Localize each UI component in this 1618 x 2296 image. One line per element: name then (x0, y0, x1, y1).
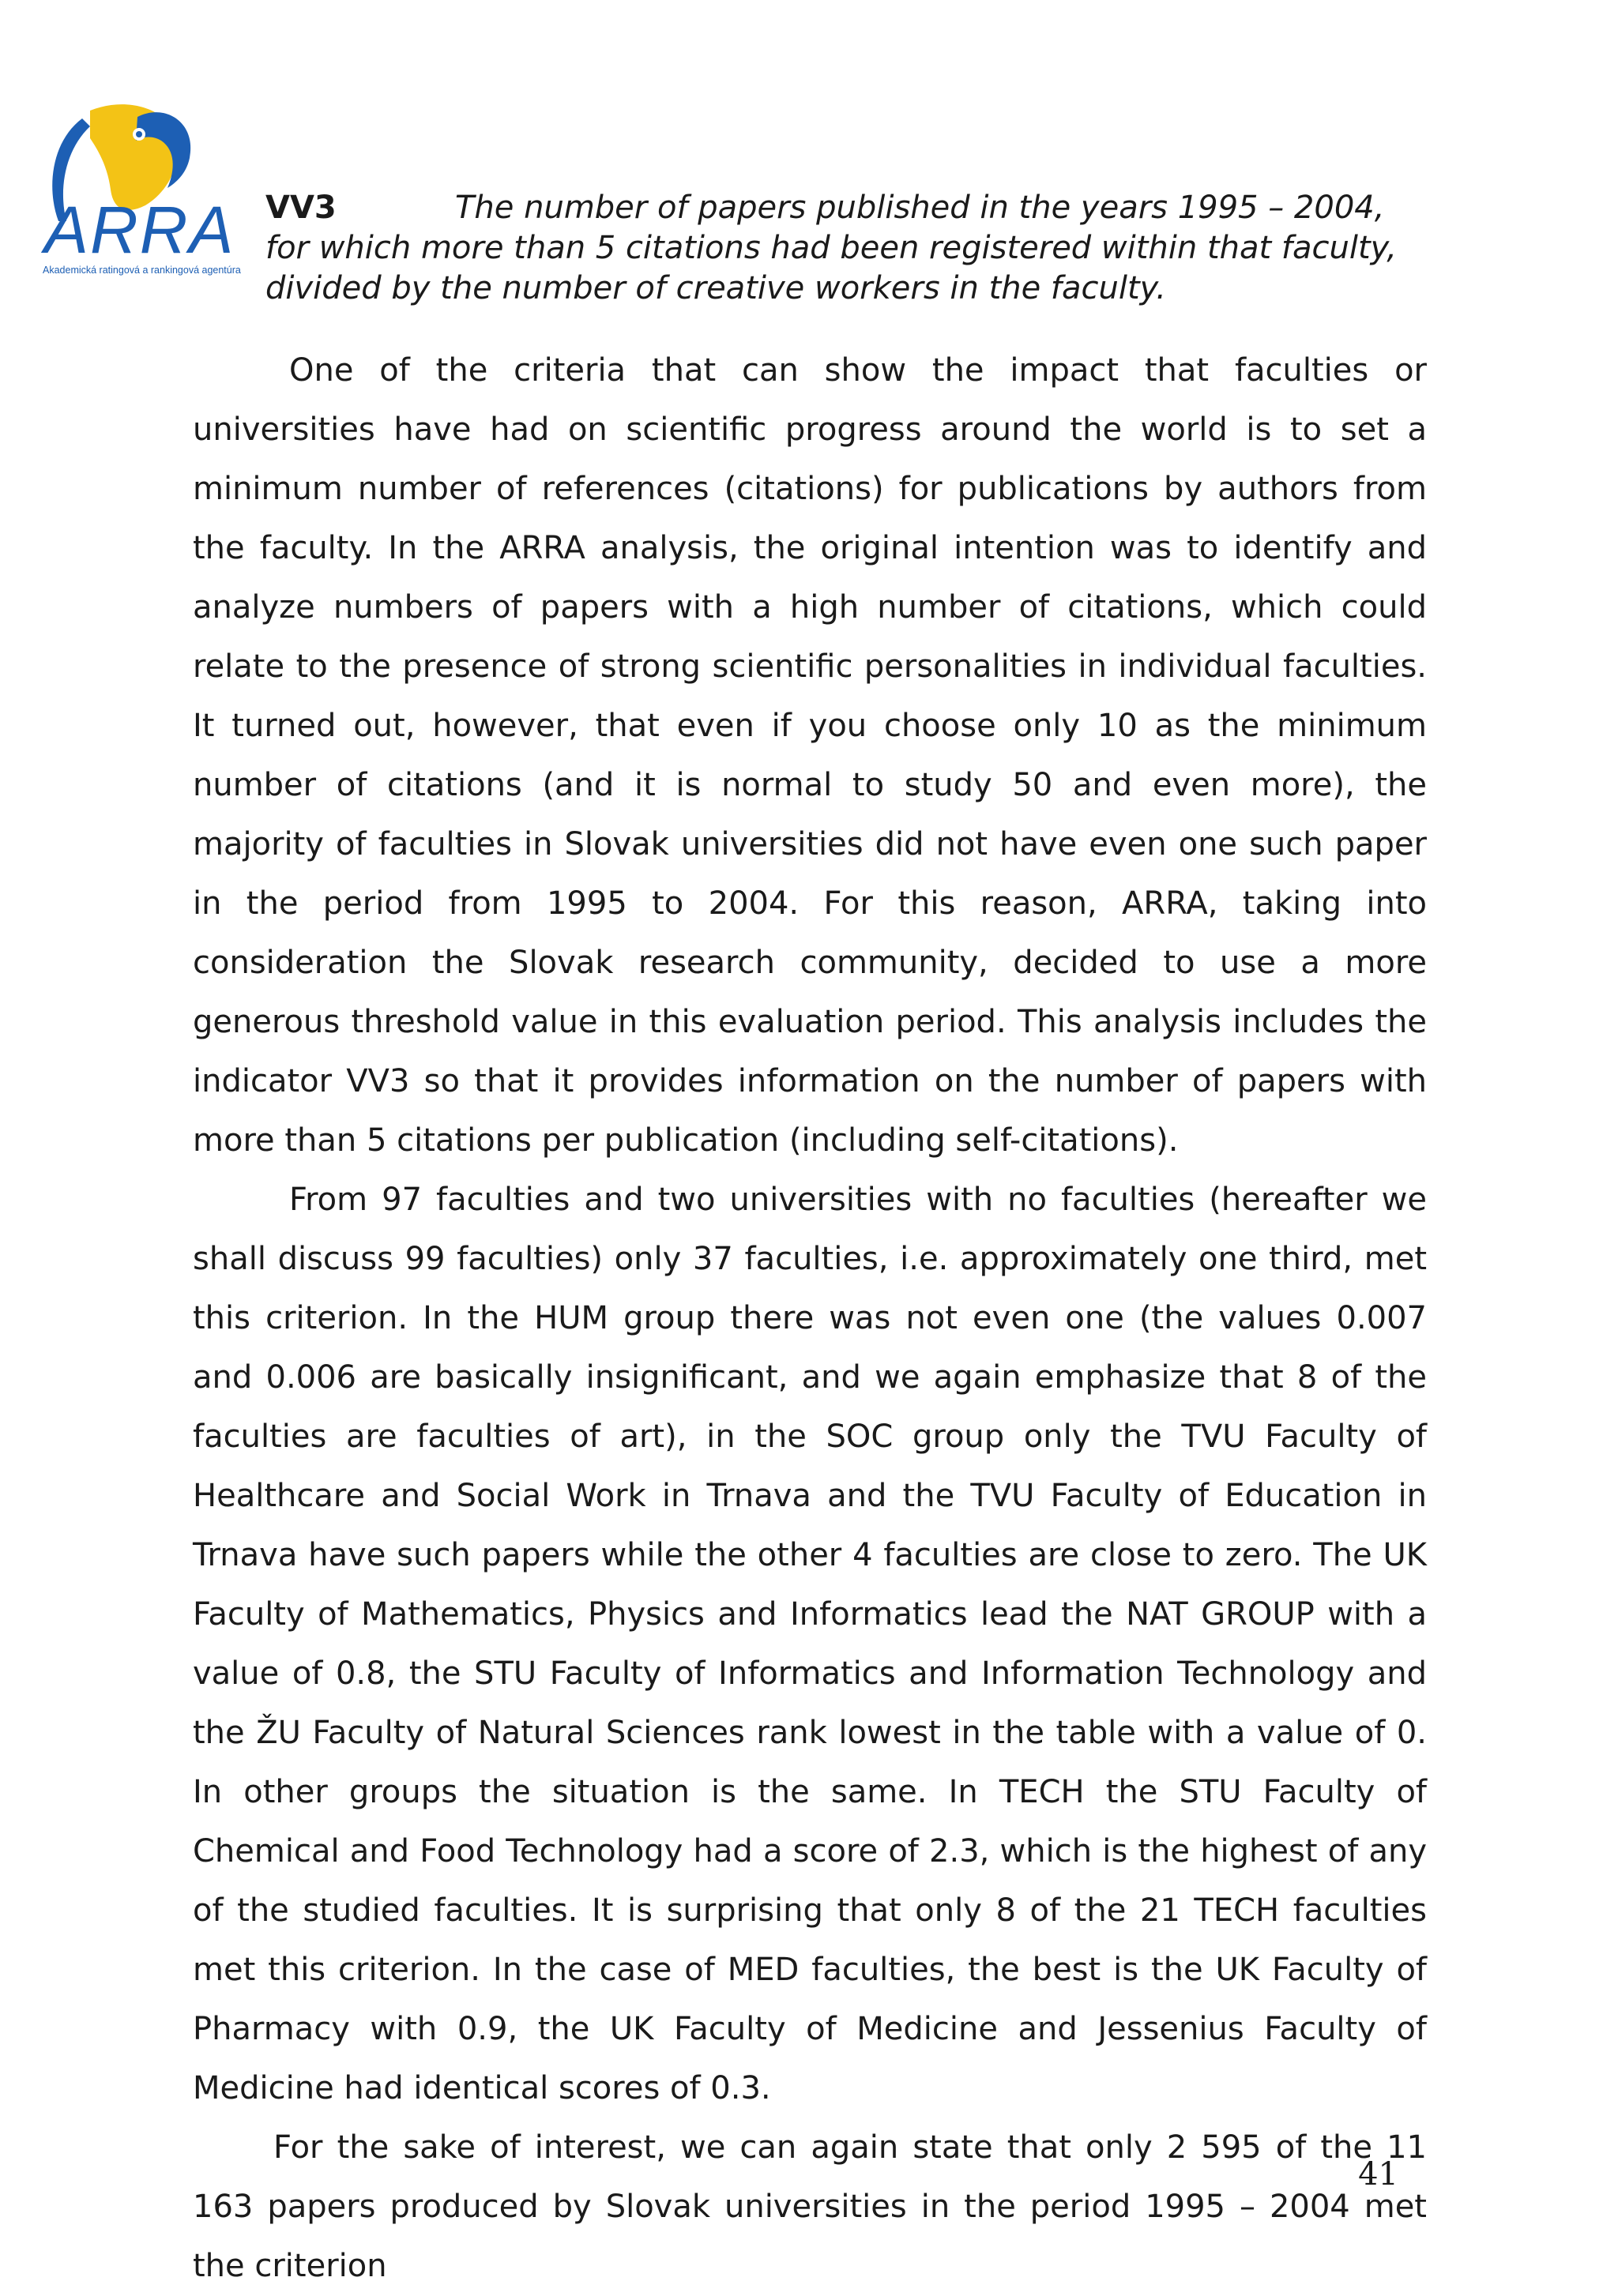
svg-text:Akademická ratingová a ranking: Akademická ratingová a rankingová agentúra (43, 265, 241, 276)
paragraph: One of the criteria that can show the impact that faculties or universities have had on scientific progress around the world is to set a minimum number of references (citations) for publications by authors from the faculty. In the ARRA analysis, the original intention was to identify and analyze numbers of papers with a high number of citations, which could relate to the presence of strong scientific personalities in individual faculties. It turned out, however, that even if you choose only 10 as the minimum number of citations (and it is normal to study 50 and even more), the majority of faculties in Slovak universities did not have even one such paper in the period from 1995 to 2004. For this reason, ARRA, taking into consideration the Slovak research community, decided to use a more generous threshold value in this evaluation period. This analysis includes the indicator VV3 so that it provides information on the number of papers with more than 5 citations per publication (including self-citations). (193, 352, 1427, 1159)
indicator-title: The number of papers published in the years 1995 – 2004, for which more than 5 citations had been registered within that faculty, divided by the number of creative workers in the faculty. (265, 190, 1397, 306)
paragraph: From 97 faculties and two universities with no faculties (hereafter we shall discuss 99 faculties) only 37 faculties, i.e. approximately one third, met this criterion. In the HUM group there was not even one (the values 0.007 and 0.006 are basically insignificant, and we again emphasize that 8 of the faculties are faculties of art), in the SOC group only the TVU Faculty of Healthcare and Social Work in Trnava and the TVU Faculty of Education in Trnava have such papers while the other 4 faculties are close to zero. The UK Faculty of Mathematics, Physics and Informatics lead the NAT GROUP with a value of 0.8, the STU Faculty of Informatics and Information Technology and the ŽU Faculty of Natural Sciences rank lowest in the table with a value of 0. In other groups the situation is the same. In TECH the STU Faculty of Chemical and Food Technology had a score of 2.3, which is the highest of any of the studied faculties. It is surprising that only 8 of the 21 TECH faculties met this criterion. In the case of MED faculties, the best is the UK Faculty of Pharmacy with 0.9, the UK Faculty of Medicine and Jessenius Faculty of Medicine had identical scores of 0.3. (193, 1182, 1427, 2106)
indicator-code: VV3 (265, 190, 337, 226)
arra-logo (35, 95, 242, 284)
page-number: 41 (1358, 2156, 1398, 2193)
section-heading (265, 188, 1435, 309)
paragraph: For the sake of interest, we can again state that only 2 595 of the 11 163 papers produced by Slovak universities in the period 1995 – 2004 met the criterion (193, 2129, 1427, 2284)
svg-text:ARRA: ARRA (44, 193, 235, 267)
body-text (193, 341, 1427, 2296)
